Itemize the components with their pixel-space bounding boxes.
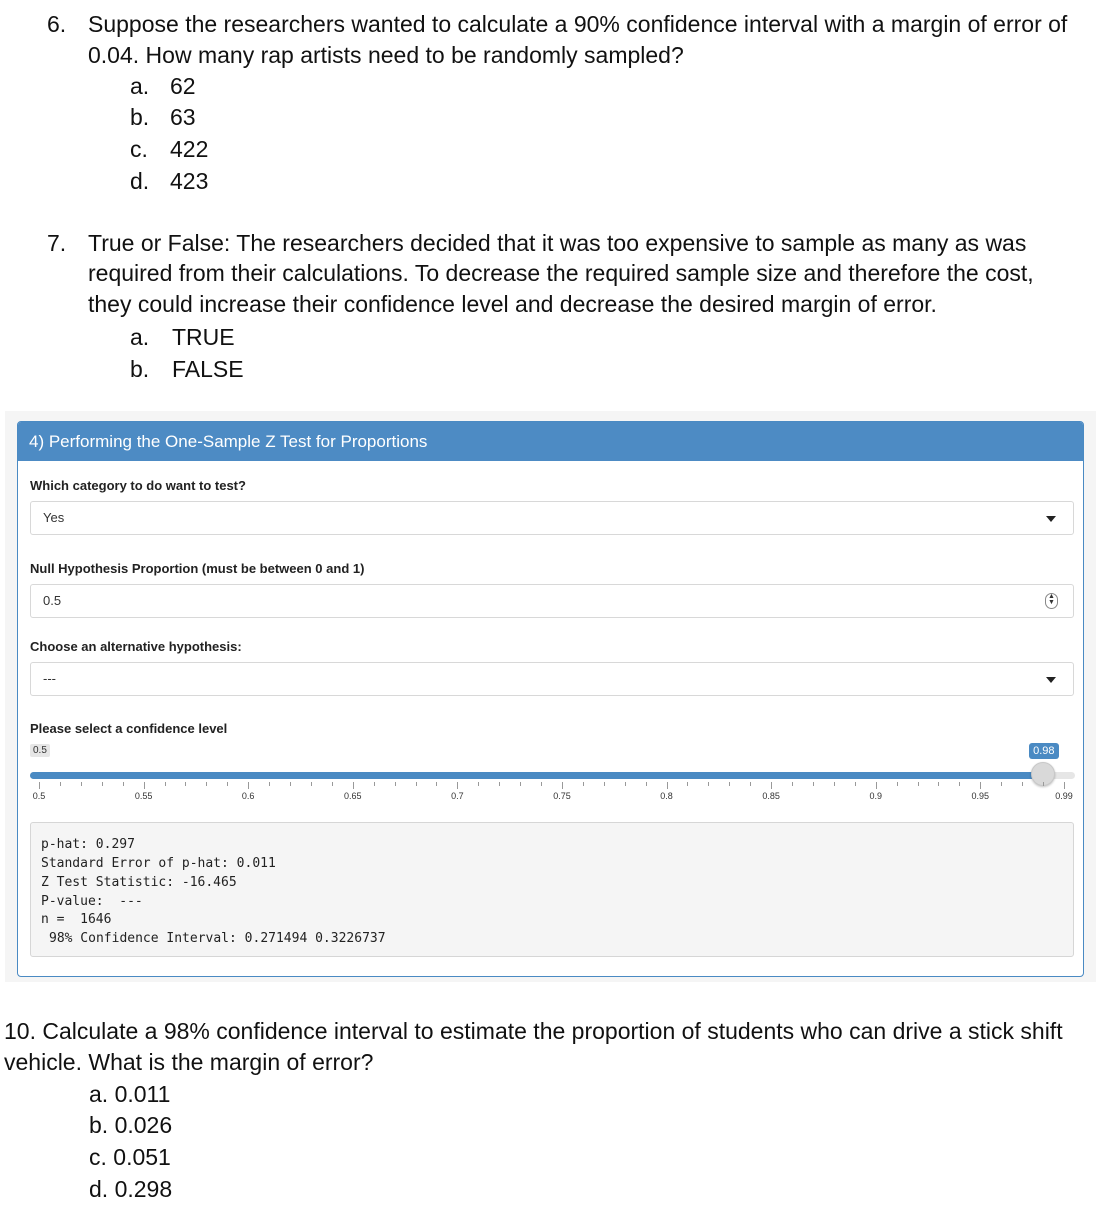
test-output xyxy=(30,822,1074,957)
question-number: 6. xyxy=(47,11,67,37)
alternative-selected-value: --- xyxy=(43,671,56,686)
slider-min-label: 0.5 xyxy=(30,744,50,757)
minor-tick xyxy=(646,782,647,786)
output-standard-error: Standard Error of p-hat: 0.011 xyxy=(41,856,276,871)
option-letter: c. xyxy=(130,136,148,162)
minor-tick xyxy=(604,782,605,786)
major-tick xyxy=(562,782,563,789)
confidence-slider-fill xyxy=(30,772,1043,779)
minor-tick xyxy=(1001,782,1002,786)
minor-tick xyxy=(311,782,312,786)
minor-tick xyxy=(583,782,584,786)
tick-label: 0.75 xyxy=(553,791,571,801)
option-letter: a. xyxy=(130,73,150,99)
minor-tick xyxy=(792,782,793,786)
minor-tick xyxy=(625,782,626,786)
minor-tick xyxy=(60,782,61,786)
slider-value-label: 0.98 xyxy=(1029,743,1058,759)
question-text-line2: 0.04. How many rap artists need to be randomly sampled? xyxy=(88,42,684,68)
minor-tick xyxy=(1022,782,1023,786)
null-hypothesis-value: 0.5 xyxy=(43,593,62,608)
minor-tick xyxy=(185,782,186,786)
major-tick xyxy=(144,782,145,789)
category-selected-value: Yes xyxy=(43,510,65,525)
major-tick xyxy=(876,782,877,789)
minor-tick xyxy=(938,782,939,786)
minor-tick xyxy=(227,782,228,786)
null-hypothesis-input[interactable] xyxy=(30,584,1074,618)
output-confidence-interval: 98% Confidence Interval: 0.271494 0.3226737 xyxy=(49,931,386,946)
option-value: FALSE xyxy=(172,356,244,382)
output-p-value: P-value: --- xyxy=(41,894,143,909)
minor-tick xyxy=(416,782,417,786)
option-value: 423 xyxy=(170,168,209,194)
major-tick xyxy=(667,782,668,789)
question-text-line1: True or False: The researchers decided that it was too expensive to sample as many as was xyxy=(88,230,1027,256)
minor-tick xyxy=(81,782,82,786)
tick-label: 0.9 xyxy=(869,791,882,801)
minor-tick xyxy=(708,782,709,786)
minor-tick xyxy=(395,782,396,786)
option-letter: b. xyxy=(130,356,150,382)
major-tick xyxy=(980,782,981,789)
output-z-statistic: Z Test Statistic: -16.465 xyxy=(41,875,237,890)
tick-label: 0.55 xyxy=(134,791,153,801)
null-hypothesis-label: Null Hypothesis Proportion (must be between 0 and 1) xyxy=(30,561,365,576)
output-n: n = 1646 xyxy=(41,912,112,927)
major-tick xyxy=(353,782,354,789)
option-letter: a. xyxy=(130,324,150,350)
alternative-hypothesis-label: Choose an alternative hypothesis: xyxy=(30,639,242,654)
option-value: 422 xyxy=(170,136,209,162)
question-text-line1: 10. Calculate a 98% confidence interval to estimate the proportion of students who can drive a stick shift xyxy=(4,1018,1063,1044)
category-label: Which category to do want to test? xyxy=(30,478,246,493)
major-tick xyxy=(39,782,40,789)
minor-tick xyxy=(478,782,479,786)
option-letter: b. xyxy=(130,104,150,130)
minor-tick xyxy=(165,782,166,786)
minor-tick xyxy=(520,782,521,786)
minor-tick xyxy=(269,782,270,786)
minor-tick xyxy=(541,782,542,786)
minor-tick xyxy=(687,782,688,786)
alternative-hypothesis-select[interactable] xyxy=(30,662,1074,696)
minor-tick xyxy=(436,782,437,786)
q10-option-d: d. 0.298 xyxy=(89,1176,173,1202)
output-phat: p-hat: 0.297 xyxy=(41,837,135,852)
tick-label: 0.8 xyxy=(660,791,673,801)
question-number: 7. xyxy=(47,230,67,256)
tick-label: 0.95 xyxy=(971,791,990,801)
major-tick xyxy=(771,782,772,789)
minor-tick xyxy=(374,782,375,786)
panel-title: 4) Performing the One-Sample Z Test for Proportions xyxy=(18,422,1083,461)
minor-tick xyxy=(834,782,835,786)
major-tick xyxy=(248,782,249,789)
option-value: 63 xyxy=(170,104,196,130)
tick-label: 0.7 xyxy=(451,791,464,801)
category-select[interactable] xyxy=(30,501,1074,535)
question-text-line3: they could increase their confidence level and decrease the desired margin of error. xyxy=(88,291,937,317)
q10-option-c: c. 0.051 xyxy=(89,1144,171,1170)
minor-tick xyxy=(332,782,333,786)
minor-tick xyxy=(918,782,919,786)
minor-tick xyxy=(729,782,730,786)
tick-label: 0.65 xyxy=(344,791,362,801)
question-text-line1: Suppose the researchers wanted to calculate a 90% confidence interval with a margin of error of xyxy=(88,11,1068,37)
chevron-down-icon xyxy=(1046,677,1056,683)
question-text-line2: vehicle. What is the margin of error? xyxy=(4,1049,374,1075)
minor-tick xyxy=(959,782,960,786)
question-10 xyxy=(4,1016,1112,1078)
tick-label: 0.85 xyxy=(762,791,780,801)
minor-tick xyxy=(123,782,124,786)
q10-option-a: a. 0.011 xyxy=(89,1081,171,1107)
minor-tick xyxy=(855,782,856,786)
minor-tick xyxy=(750,782,751,786)
tick-label: 0.5 xyxy=(32,791,46,801)
major-tick xyxy=(1064,782,1065,789)
minor-tick xyxy=(499,782,500,786)
option-letter: d. xyxy=(130,168,150,194)
chevron-down-icon xyxy=(1046,516,1056,522)
confidence-level-label: Please select a confidence level xyxy=(30,721,228,736)
spinner-arrows-icon[interactable]: ▲ ▼ xyxy=(1045,593,1058,609)
minor-tick xyxy=(813,782,814,786)
minor-tick xyxy=(206,782,207,786)
z-test-panel xyxy=(17,421,1084,977)
q10-option-b: b. 0.026 xyxy=(89,1112,173,1138)
minor-tick xyxy=(897,782,898,786)
minor-tick xyxy=(290,782,291,786)
tick-label: 0.6 xyxy=(241,791,255,801)
option-value: TRUE xyxy=(172,324,235,350)
tick-label: 0.99 xyxy=(1055,791,1073,801)
minor-tick xyxy=(1043,782,1044,786)
option-value: 62 xyxy=(170,73,196,99)
question-text-line2: required from their calculations. To decrease the required sample size and therefore the cost, xyxy=(88,260,1034,286)
major-tick xyxy=(457,782,458,789)
minor-tick xyxy=(102,782,103,786)
